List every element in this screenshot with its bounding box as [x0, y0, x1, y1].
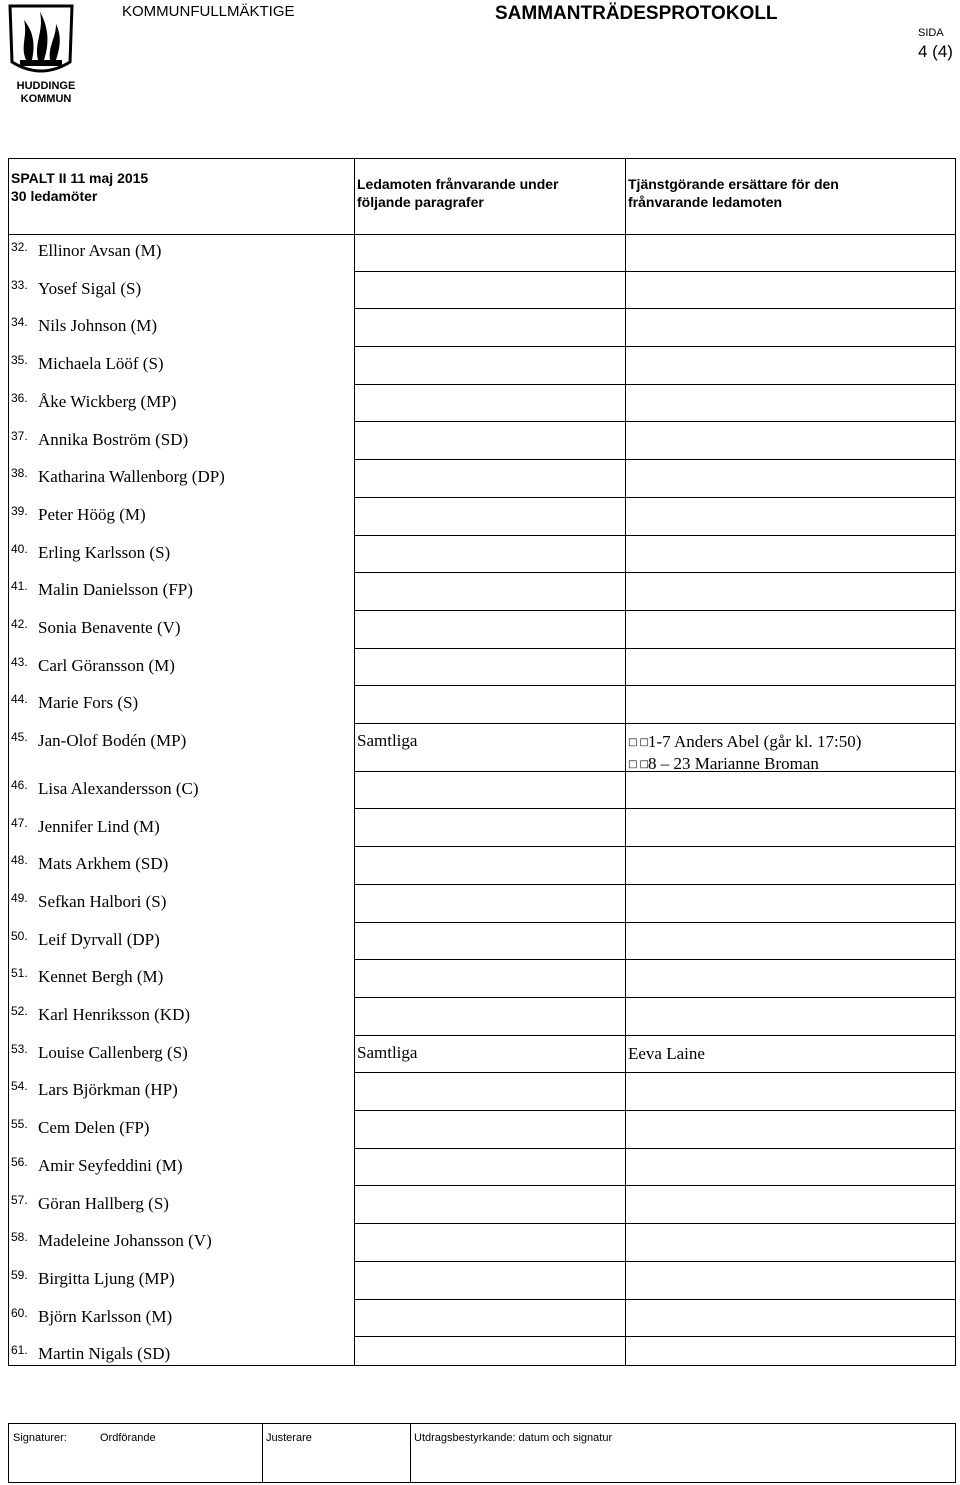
table-row [9, 1187, 955, 1225]
table-row [9, 649, 955, 687]
member-name: Amir Seyfeddini (M) [38, 1155, 183, 1175]
member-number: 59. [11, 1267, 28, 1282]
substitute-name: 8 – 23 Marianne Broman [648, 754, 819, 774]
member-name: Martin Nigals (SD) [38, 1344, 171, 1364]
member-name: Karl Henriksson (KD) [38, 1005, 191, 1024]
member-number: 46. [11, 777, 28, 792]
member-name: Nils Johnson (M) [38, 316, 158, 336]
table-row [9, 1337, 955, 1375]
member-name: Louise Callenberg (S) [38, 1042, 188, 1062]
member-name: Malin Danielsson (FP) [38, 580, 193, 600]
table-row [9, 460, 955, 498]
member-number: 36. [11, 390, 28, 405]
substitute-name: 1-7 Anders Abel (går kl. 17:50) [648, 732, 862, 752]
table-row [9, 1300, 955, 1338]
member-name: Göran Hallberg (S) [38, 1193, 169, 1213]
signature-bar [8, 1423, 956, 1483]
absent-paragraphs: Samtliga [357, 1042, 418, 1062]
attendance-table [8, 158, 956, 1366]
bullet-icon: □□ [628, 737, 651, 749]
table-row [9, 385, 955, 423]
member-name: Erling Karlsson (S) [38, 542, 171, 562]
member-number: 56. [11, 1154, 28, 1169]
member-name: Michaela Lööf (S) [38, 354, 164, 374]
member-number: 33. [11, 277, 28, 292]
bullet-icon: □□ [628, 759, 651, 771]
member-name: Birgitta Ljung (MP) [38, 1268, 175, 1288]
member-name: Cem Delen (FP) [38, 1118, 150, 1138]
table-row [9, 847, 955, 885]
member-number: 43. [11, 654, 28, 669]
member-number: 54. [11, 1079, 28, 1094]
member-name: Peter Höög (M) [38, 504, 146, 524]
extract-signature-field: Utdragsbestyrkande: datum och signatur [414, 1432, 613, 1444]
table-row [9, 1224, 955, 1262]
table-row [9, 1262, 955, 1300]
column-header-substitute: Tjänstgörande ersättare för den frånvarande ledamoten [628, 176, 839, 210]
table-row [9, 1036, 955, 1074]
member-name: Jennifer Lind (M) [38, 816, 160, 836]
member-name: Kennet Bergh (M) [38, 967, 164, 987]
table-row [9, 1073, 955, 1111]
org-label: KOMMUNFULLMÄKTIGE [122, 3, 295, 20]
table-row [9, 810, 955, 848]
member-number: 47. [11, 815, 28, 830]
member-number: 50. [11, 928, 28, 943]
member-name: Sefkan Halbori (S) [38, 891, 167, 911]
page-number: 4 (4) [918, 42, 953, 61]
table-row [9, 960, 955, 998]
member-name: Katharina Wallenborg (DP) [38, 467, 225, 487]
table-row [9, 686, 955, 724]
member-number: 37. [11, 428, 28, 443]
member-number: 52. [11, 1004, 28, 1018]
table-row [9, 724, 955, 772]
member-number: 32. [11, 240, 28, 254]
member-name: Jan-Olof Bodén (MP) [38, 731, 187, 751]
table-row [9, 1111, 955, 1149]
document-title: SAMMANTRÄDESPROTOKOLL [495, 3, 778, 24]
table-row [9, 998, 955, 1036]
table-row [9, 423, 955, 461]
municipality-logo [6, 2, 76, 108]
member-number: 61. [11, 1343, 28, 1358]
member-name: Carl Göransson (M) [38, 655, 175, 675]
member-number: 57. [11, 1192, 28, 1207]
verifier-signature-field: Justerare [266, 1432, 312, 1444]
member-number: 58. [11, 1230, 28, 1245]
logo-text: HUDDINGE KOMMUN [16, 80, 76, 105]
member-number: 53. [11, 1041, 28, 1056]
member-number: 51. [11, 966, 28, 981]
member-number: 34. [11, 315, 28, 330]
member-name: Marie Fors (S) [38, 693, 139, 713]
signature-label: Signaturer: [13, 1432, 67, 1444]
member-name: Annika Boström (SD) [38, 429, 189, 449]
table-row [9, 885, 955, 923]
member-name: Mats Arkhem (SD) [38, 854, 169, 874]
member-number: 48. [11, 853, 28, 868]
member-name: Yosef Sigal (S) [38, 278, 142, 298]
table-row [9, 772, 955, 810]
table-row [9, 309, 955, 347]
column-header-members: SPALT II 11 maj 2015 30 ledamöter [11, 170, 149, 204]
substitute-name: Eeva Laine [628, 1043, 705, 1063]
document-header [0, 0, 960, 120]
member-name: Leif Dyrvall (DP) [38, 929, 160, 949]
member-number: 41. [11, 579, 28, 594]
column-header-absent: Ledamoten frånvarande under följande paragrafer [357, 176, 559, 210]
member-number: 49. [11, 890, 28, 905]
chair-signature-field: Ordförande [100, 1432, 156, 1444]
member-number: 35. [11, 353, 28, 368]
member-number: 42. [11, 617, 28, 631]
table-row [9, 611, 955, 649]
member-name: Sonia Benavente (V) [38, 618, 181, 637]
member-name: Madeleine Johansson (V) [38, 1231, 212, 1251]
table-row [9, 536, 955, 574]
signature-divider [410, 1424, 411, 1482]
member-name: Björn Karlsson (M) [38, 1306, 173, 1326]
table-row [9, 498, 955, 536]
member-name: Åke Wickberg (MP) [38, 391, 177, 411]
member-number: 44. [11, 692, 28, 707]
member-name: Lars Björkman (HP) [38, 1080, 178, 1100]
member-name: Ellinor Avsan (M) [38, 241, 162, 260]
table-row [9, 272, 955, 310]
signature-divider [262, 1424, 263, 1482]
table-row [9, 923, 955, 961]
substitute-cell [628, 1043, 705, 1064]
table-row [9, 234, 955, 272]
member-number: 39. [11, 503, 28, 518]
table-row [9, 347, 955, 385]
absent-paragraphs: Samtliga [357, 731, 418, 751]
table-row [9, 1149, 955, 1187]
member-number: 60. [11, 1305, 28, 1320]
member-number: 38. [11, 466, 28, 481]
member-number: 55. [11, 1117, 28, 1132]
table-row [9, 573, 955, 611]
member-number: 45. [11, 730, 28, 745]
member-number: 40. [11, 541, 28, 556]
page-label: SIDA [918, 27, 944, 39]
member-name: Lisa Alexandersson (C) [38, 778, 199, 798]
flame-crest-icon [6, 2, 76, 80]
substitute-cell [628, 731, 861, 775]
